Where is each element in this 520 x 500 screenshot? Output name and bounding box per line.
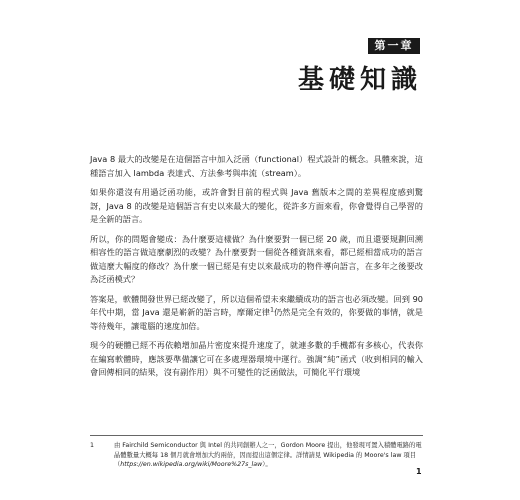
footnote-url[interactable]: https://en.wikipedia.org/wiki/Moore%27s_law (120, 461, 263, 468)
footnote-text (114, 441, 423, 470)
page-number: 1 (416, 467, 422, 476)
body-text (90, 153, 423, 379)
footnote-divider (90, 435, 423, 436)
paragraph-3: 所以，你的問題會變成：為什麼要這樣做？為什麼要對一個已經 20 歲，而且還要規劃回溯相容性的語言做這麼劇烈的改變？為什麼要對一個從各種資訊來看，都已經相當成功的語言做這麼大幅度的修改？為什麼一個已經是有史以來最成功的物件導向語言，在多年之後要改為泛函模式？ (90, 233, 423, 284)
chapter-label: 第一章 (368, 38, 420, 54)
footnote-text-a: 由 Fairchild Semiconductor 與 Intel 的共同創辦人之一，Gordon Moore 提出，他發現可置入積體電路的電晶體數量大概每 18 個月就會增加大約兩倍，因而提出這個定律。詳情請見 Wikipedia 的 Moore's law 項目（ (114, 442, 422, 468)
paragraph-2: 如果你還沒有用過泛函功能，或許會對目前的程式與 Java 舊版本之間的差異程度感到驚訝，Java 8 的改變是這個語言有史以來最大的變化，從許多方面來看，你會覺得自己學習的是全新的語言。 (90, 187, 423, 224)
paragraph-4-part-b: 仍然是完全有效的，你要做的事情，就是等待幾年，讓電腦的速度加倍。 (90, 307, 423, 331)
paragraph-4 (90, 293, 423, 334)
footnote (90, 441, 423, 470)
paragraph-4-part-a: 答案是，軟體開發世界已經改變了，所以這個希望未來繼續成功的語言也必須改變。回到 90 年代中期，當 Java 還是嶄新的語言時，摩爾定律 (90, 293, 423, 317)
paragraph-5: 現今的硬體已經不再依賴增加晶片密度來提升速度了，就連多數的手機都有多核心，代表你在編寫軟體時，應該要準備讓它可在多處理器環境中運行。強調“純”函式（收到相同的輸入會回傳相同的結果，沒有副作用）與不可變性的泛函做法，可簡化平行環境 (90, 340, 423, 377)
footnote-number: 1 (90, 442, 95, 449)
paragraph-1: Java 8 最大的改變是在這個語言中加入泛函（functional）程式設計的概念。具體來說，這種語言加入 lambda 表達式、方法參考與串流（stream）。 (90, 154, 423, 178)
footnote-reference[interactable]: 1 (270, 306, 274, 314)
chapter-title: 基礎知識 (297, 65, 422, 95)
footnote-text-b: ）。 (262, 461, 272, 468)
